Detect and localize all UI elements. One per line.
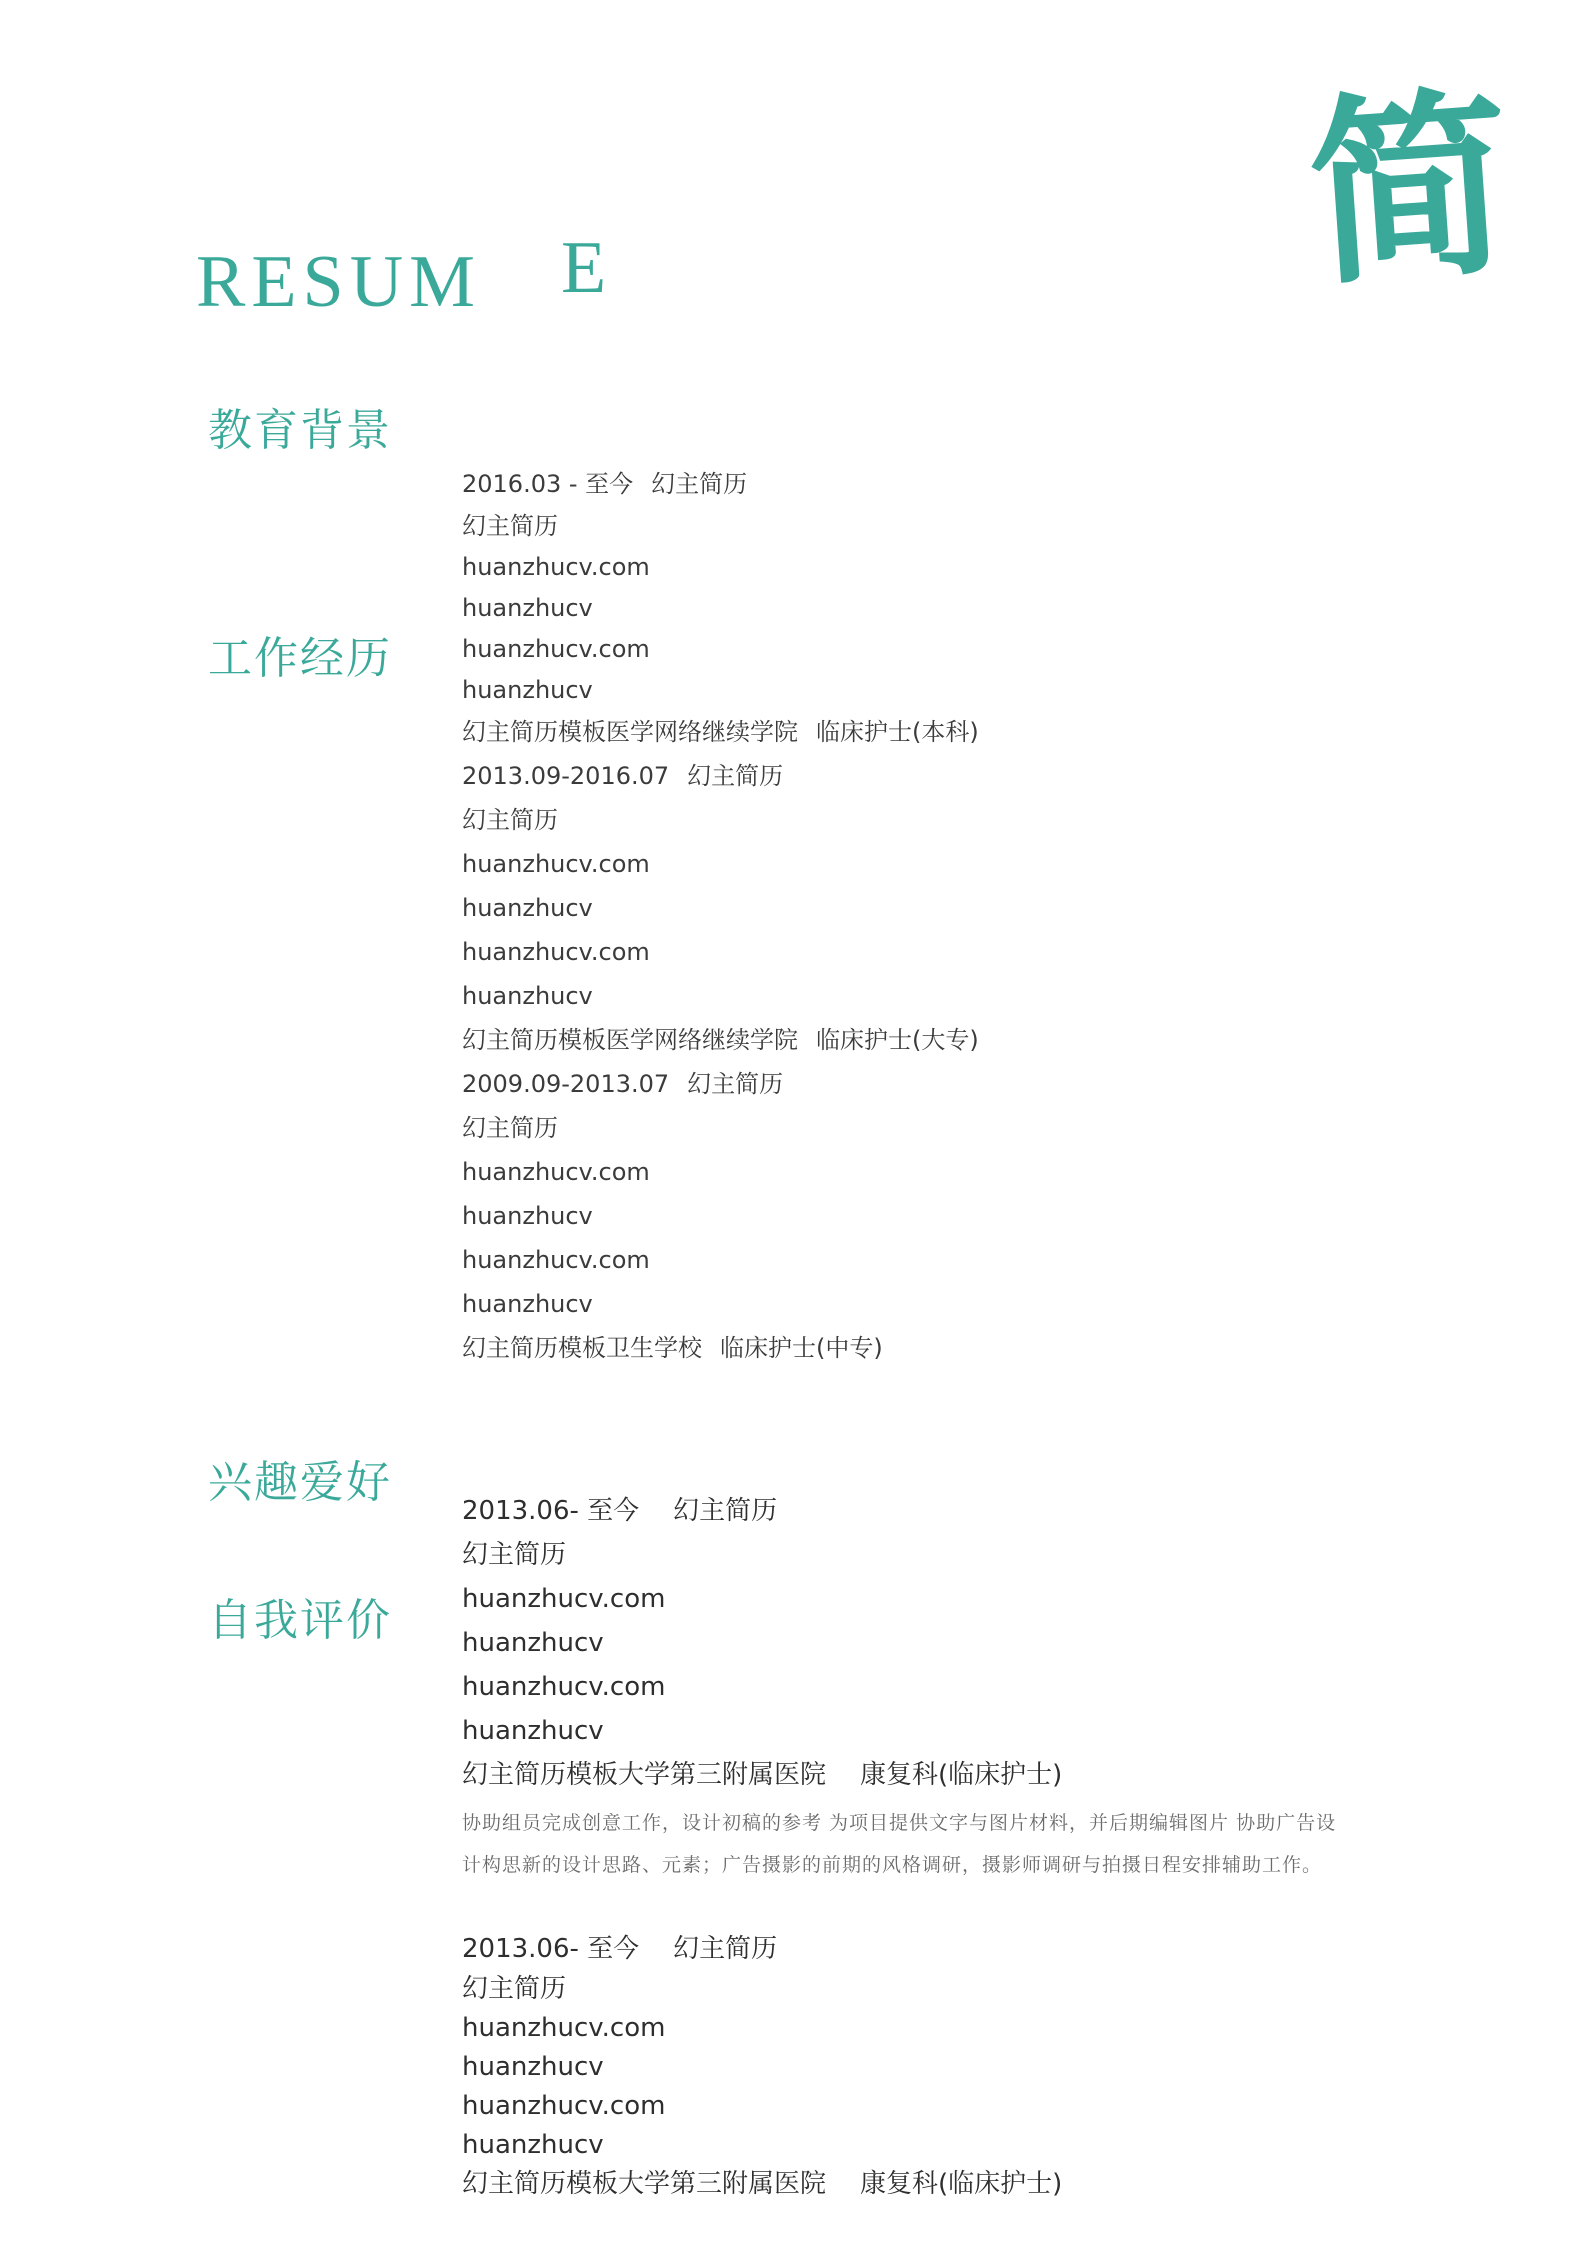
list-item: huanzhucv — [462, 894, 593, 922]
work-date-line: 2013.06- 至今 幻主简历 — [462, 1934, 778, 1964]
list-item: 幻主简历 — [462, 1540, 567, 1570]
resume-title-part2: E — [560, 227, 613, 309]
list-item: huanzhucv.com — [462, 2013, 666, 2043]
logo-character: 简 — [1302, 65, 1518, 314]
heading-work: 工作经历 — [208, 633, 392, 684]
list-item: huanzhucv.com — [462, 553, 650, 581]
edu-date-line: 2009.09-2013.07 幻主简历 — [462, 1070, 784, 1098]
edu-school-line: 幻主简历模板卫生学校 临床护士(中专) — [462, 1334, 883, 1362]
edu-school-line: 幻主简历模板医学网络继续学院 临床护士(大专) — [462, 1026, 979, 1054]
list-item: huanzhucv — [462, 2052, 604, 2082]
list-item: huanzhucv — [462, 1290, 593, 1318]
list-item: huanzhucv.com — [462, 938, 650, 966]
list-item: huanzhucv — [462, 1202, 593, 1230]
edu-date-line: 2016.03 - 至今 幻主简历 — [462, 470, 748, 498]
work-description: 协助组员完成创意工作，设计初稿的参考 为项目提供文字与图片材料，并后期编辑图片 协助广告设计构思新的设计思路、元素；广告摄影的前期的风格调研，摄影师调研与拍摄日程安排辅助工作。 — [462, 1812, 1337, 1876]
heading-education: 教育背景 — [208, 405, 392, 456]
list-item: huanzhucv.com — [462, 2091, 666, 2121]
work-place-line: 幻主简历模板大学第三附属医院 康复科(临床护士) — [462, 2169, 1063, 2199]
list-item: 幻主简历 — [462, 1974, 567, 2004]
list-item: huanzhucv.com — [462, 635, 650, 663]
resume-title — [196, 227, 613, 325]
list-item: huanzhucv.com — [462, 1672, 666, 1702]
list-item: huanzhucv.com — [462, 850, 650, 878]
list-item: 幻主简历 — [462, 1114, 558, 1142]
work-place-line: 幻主简历模板大学第三附属医院 康复科(临床护士) — [462, 1760, 1063, 1790]
list-item: huanzhucv — [462, 1716, 604, 1746]
list-item: 幻主简历 — [462, 512, 558, 540]
list-item: huanzhucv.com — [462, 1158, 650, 1186]
list-item: huanzhucv — [462, 594, 593, 622]
resume-title-part1: RESUM — [196, 241, 481, 323]
list-item: 幻主简历 — [462, 806, 558, 834]
list-item: huanzhucv.com — [462, 1584, 666, 1614]
list-item: huanzhucv — [462, 2130, 604, 2160]
heading-hobbies: 兴趣爱好 — [208, 1457, 392, 1508]
list-item: huanzhucv — [462, 1628, 604, 1658]
edu-date-line: 2013.09-2016.07 幻主简历 — [462, 762, 784, 790]
list-item: huanzhucv.com — [462, 1246, 650, 1274]
heading-self: 自我评价 — [208, 1595, 392, 1646]
list-item: huanzhucv — [462, 982, 593, 1010]
edu-school-line: 幻主简历模板医学网络继续学院 临床护士(本科) — [462, 718, 979, 746]
work-date-line: 2013.06- 至今 幻主简历 — [462, 1496, 778, 1526]
list-item: huanzhucv — [462, 676, 593, 704]
